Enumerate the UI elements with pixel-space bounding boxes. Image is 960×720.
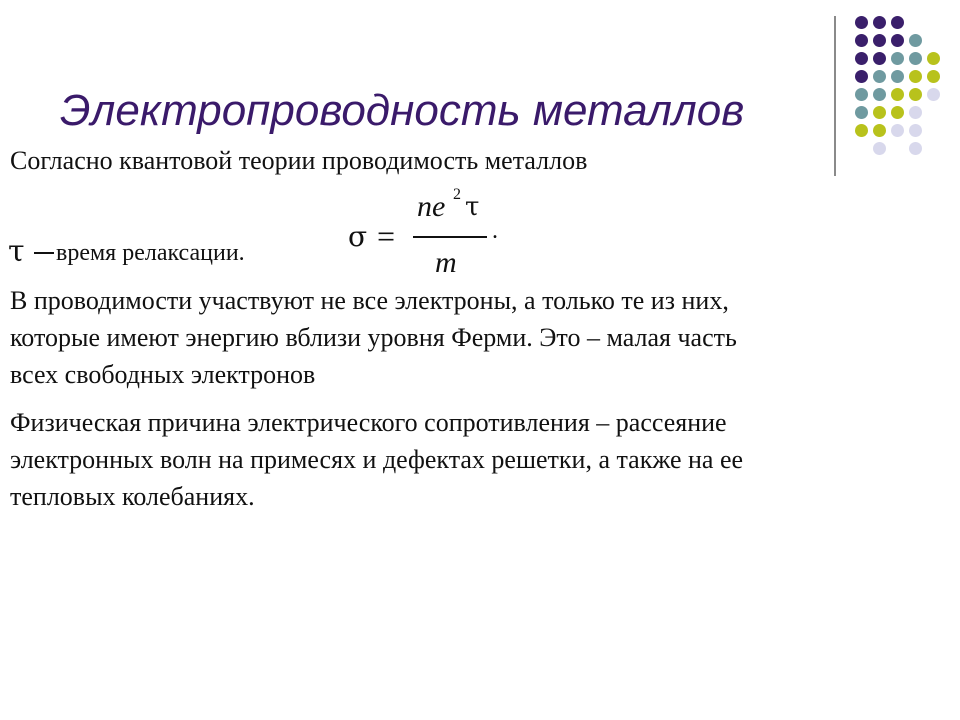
- formula-sigma: σ: [348, 220, 368, 253]
- paragraph-line: всех свободных электронов: [10, 360, 316, 389]
- decor-dot: [855, 70, 868, 83]
- decor-dot: [873, 52, 886, 65]
- formula-trailing-dot: .: [492, 218, 498, 244]
- formula-tau: τ: [465, 192, 480, 222]
- paragraph-line: которые имеют энергию вблизи уровня Ферми. Это – малая часть: [10, 323, 737, 352]
- formula-fraction-bar: [413, 236, 487, 238]
- decor-dot: [873, 16, 886, 29]
- decor-dot: [855, 16, 868, 29]
- paragraph-line: В проводимости участвуют не все электроны, а только те из них,: [10, 286, 729, 315]
- conductivity-formula: [345, 186, 515, 290]
- tau-symbol: τ: [8, 234, 25, 269]
- decor-dot: [891, 52, 904, 65]
- decor-dot: [927, 70, 940, 83]
- decor-dot: [873, 34, 886, 47]
- decor-dot: [855, 124, 868, 137]
- formula-equals: =: [377, 218, 396, 254]
- decor-dot: [855, 88, 868, 101]
- decor-dot: [873, 142, 886, 155]
- decor-dot: [909, 70, 922, 83]
- paragraph-fermi: [10, 282, 940, 393]
- paragraph-line: тепловых колебаниях.: [10, 482, 255, 511]
- paragraph-resistance: [10, 404, 940, 515]
- tau-definition-text: время релаксации.: [56, 240, 245, 266]
- decor-dot: [873, 88, 886, 101]
- formula-numerator: ne: [417, 190, 446, 223]
- decor-dot: [855, 106, 868, 119]
- slide-title: Электропроводность металлов: [60, 86, 745, 135]
- decor-dot: [891, 34, 904, 47]
- decor-dot: [927, 88, 940, 101]
- decor-dot: [909, 106, 922, 119]
- decor-dot: [873, 106, 886, 119]
- decor-dot: [927, 52, 940, 65]
- decor-dot: [891, 124, 904, 137]
- decor-divider: [834, 16, 836, 176]
- decor-dot: [909, 52, 922, 65]
- intro-text: Согласно квантовой теории проводимость металлов: [10, 146, 588, 175]
- paragraph-line: Физическая причина электрического сопротивления – рассеяние: [10, 408, 727, 437]
- formula-exponent: 2: [453, 186, 461, 203]
- decor-dot: [909, 124, 922, 137]
- decor-dot: [891, 106, 904, 119]
- formula-denominator: m: [435, 246, 457, 279]
- decor-dot: [873, 70, 886, 83]
- decor-dot: [855, 52, 868, 65]
- tau-dash: [34, 252, 54, 254]
- decor-dot: [909, 34, 922, 47]
- decor-dot: [855, 34, 868, 47]
- decor-dot: [873, 124, 886, 137]
- paragraph-line: электронных волн на примесях и дефектах решетки, а также на ее: [10, 445, 744, 474]
- decor-dot: [909, 142, 922, 155]
- decor-dot: [891, 88, 904, 101]
- decor-dot: [891, 70, 904, 83]
- decor-dot: [891, 16, 904, 29]
- decor-dot: [909, 88, 922, 101]
